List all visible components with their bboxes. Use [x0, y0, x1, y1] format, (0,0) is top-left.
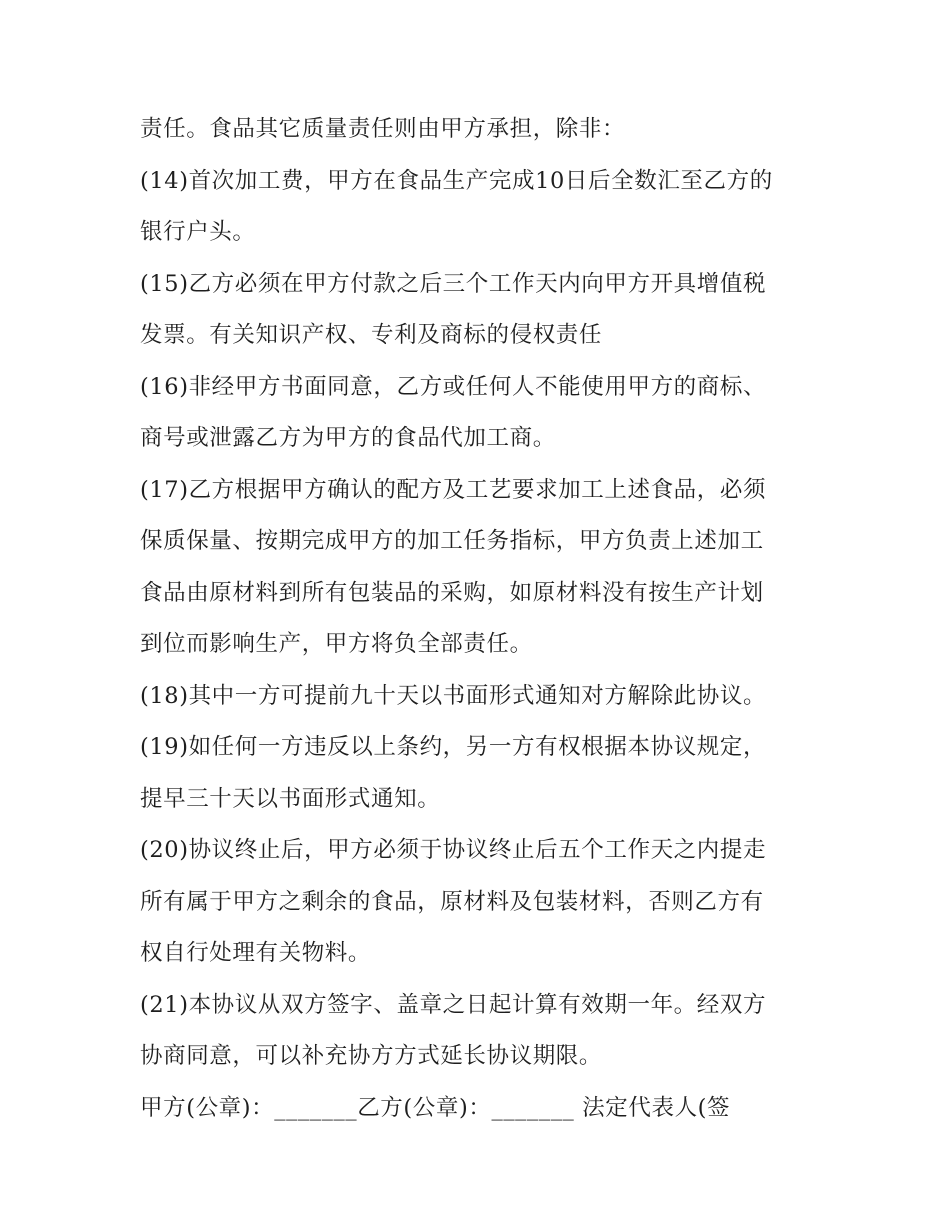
text-line: 银行户头。 — [140, 219, 256, 245]
clause-19-line: (19)如任何一方违反以上条约，另一方有权根据本协议规定， — [140, 734, 767, 760]
text-line: 提早三十天以书面形式通知。 — [140, 785, 441, 812]
text-line: 食品由原材料到所有包装品的采购，如原材料没有按生产计划 — [140, 579, 764, 606]
clause-16-line: (16)非经甲方书面同意，乙方或任何人不能使用甲方的商标、 — [140, 373, 767, 400]
signature-line: 甲方(公章)：_______乙方(公章)：_______ 法定代表人(签 — [140, 1094, 731, 1121]
text-line: 商号或泄露乙方为甲方的食品代加工商。 — [140, 425, 556, 451]
clause-15-line: (15)乙方必须在甲方付款之后三个工作天内向甲方开具增值税 — [140, 270, 767, 297]
text-line: 保质保量、按期完成甲方的加工任务指标，甲方负责上述加工 — [140, 528, 764, 554]
text-line: 权自行处理有关物料。 — [140, 940, 372, 966]
clause-20-line: (20)协议终止后，甲方必须于协议终止后五个工作天之内提走 — [140, 837, 767, 863]
clause-21-line: (21)本协议从双方签字、盖章之日起计算有效期一年。经双方 — [140, 991, 767, 1018]
text-line: 协商同意，可以补充协方方式延长协议期限。 — [140, 1043, 603, 1069]
clause-14-line: (14)首次加工费，甲方在食品生产完成10日后全数汇至乙方的 — [140, 167, 773, 194]
text-line: 发票。有关知识产权、专利及商标的侵权责任 — [140, 322, 603, 348]
text-line: 责任。食品其它质量责任则由甲方承担，除非： — [140, 116, 626, 142]
contract-body — [140, 104, 820, 1134]
text-line: 到位而影响生产，甲方将负全部责任。 — [140, 631, 533, 657]
text-line: 所有属于甲方之剩余的食品，原材料及包装材料，否则乙方有 — [140, 888, 764, 915]
clause-17-line: (17)乙方根据甲方确认的配方及工艺要求加工上述食品，必须 — [140, 476, 767, 503]
clause-18-line: (18)其中一方可提前九十天以书面形式通知对方解除此协议。 — [140, 682, 767, 709]
